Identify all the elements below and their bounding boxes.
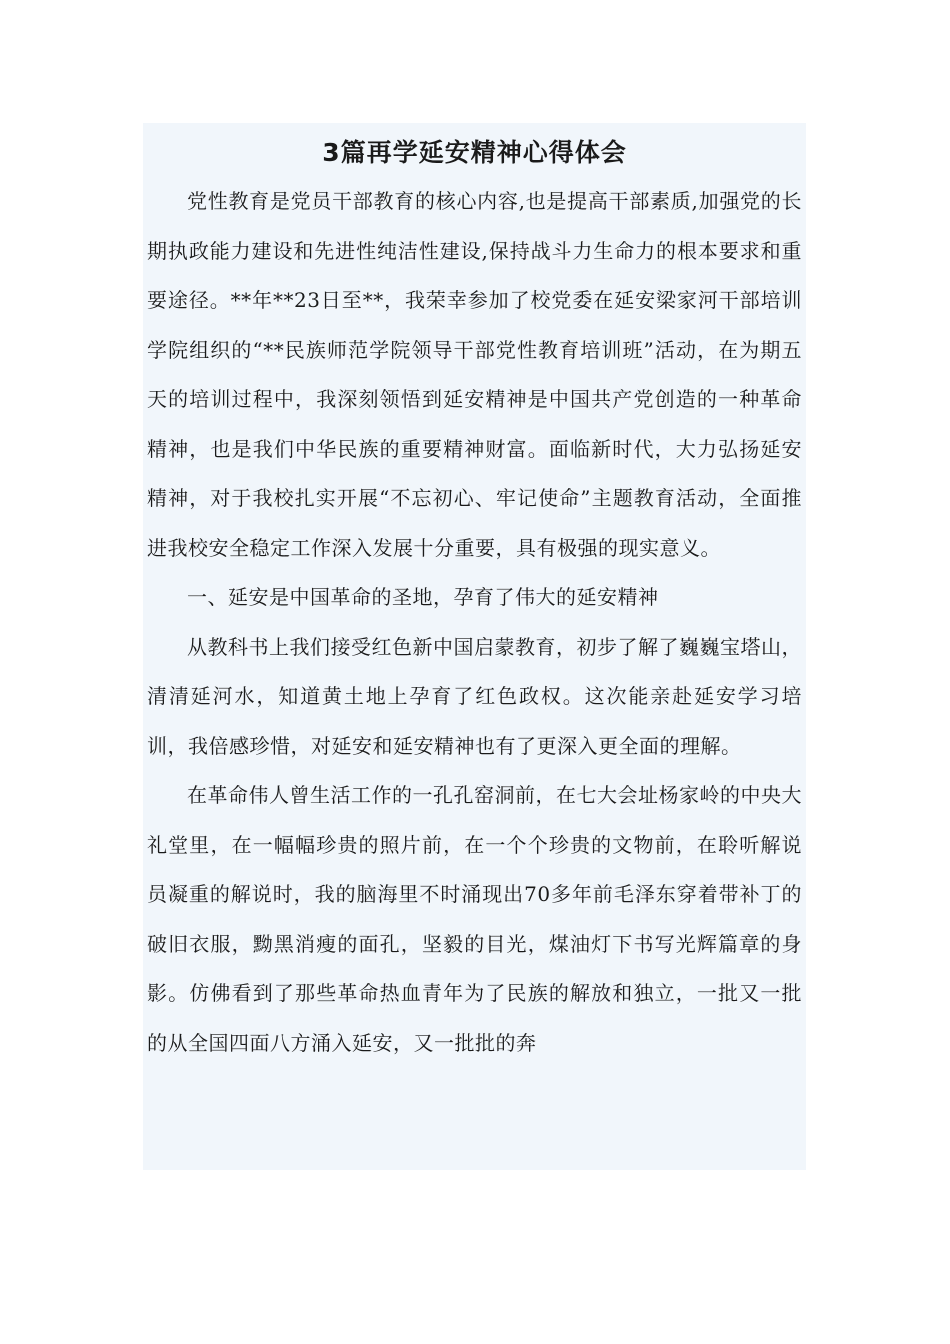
- section-heading-1: 一、延安是中国革命的圣地，孕育了伟大的延安精神: [187, 585, 659, 609]
- paragraph-revolution-sites: 在革命伟人曾生活工作的一孔孔窑洞前，在七大会址杨家岭的中央大礼堂里，在一幅幅珍贵的照片前，在一个个珍贵的文物前，在聆听解说员凝重的解说时，我的脑海里不时涌现出70多年前毛泽东穿着带补丁的破旧衣服，黝黑消瘦的面孔，坚毅的目光，煤油灯下书写光辉篇章的身影。仿佛看到了那些革命热血青年为了民族的解放和独立，一批又一批的从全国四面八方涌入延安，又一批批的奔: [147, 783, 802, 1055]
- paragraph-intro: 党性教育是党员干部教育的核心内容,也是提高干部素质,加强党的长期执政能力建设和先进性纯洁性建设,保持战斗力生命力的根本要求和重要途径。**年**23日至**，我荣幸参加了校党委在延安梁家河干部培训学院组织的“**民族师范学院领导干部党性教育培训班”活动，在为期五天的培训过程中，我深刻领悟到延安精神是中国共产党创造的一种革命精神，也是我们中华民族的重要精神财富。面临新时代，大力弘扬延安精神，对于我校扎实开展“不忘初心、牢记使命”主题教育活动，全面推进我校安全稳定工作深入发展十分重要，具有极强的现实意义。: [147, 189, 802, 560]
- paragraph-textbook: 从教科书上我们接受红色新中国启蒙教育，初步了解了巍巍宝塔山，清清延河水，知道黄土地上孕育了红色政权。这次能亲赴延安学习培训，我倍感珍惜，对延安和延安精神也有了更深入更全面的理解。: [147, 634, 802, 758]
- document-title: 3篇再学延安精神心得体会: [322, 138, 627, 167]
- document-body: [143, 123, 806, 1170]
